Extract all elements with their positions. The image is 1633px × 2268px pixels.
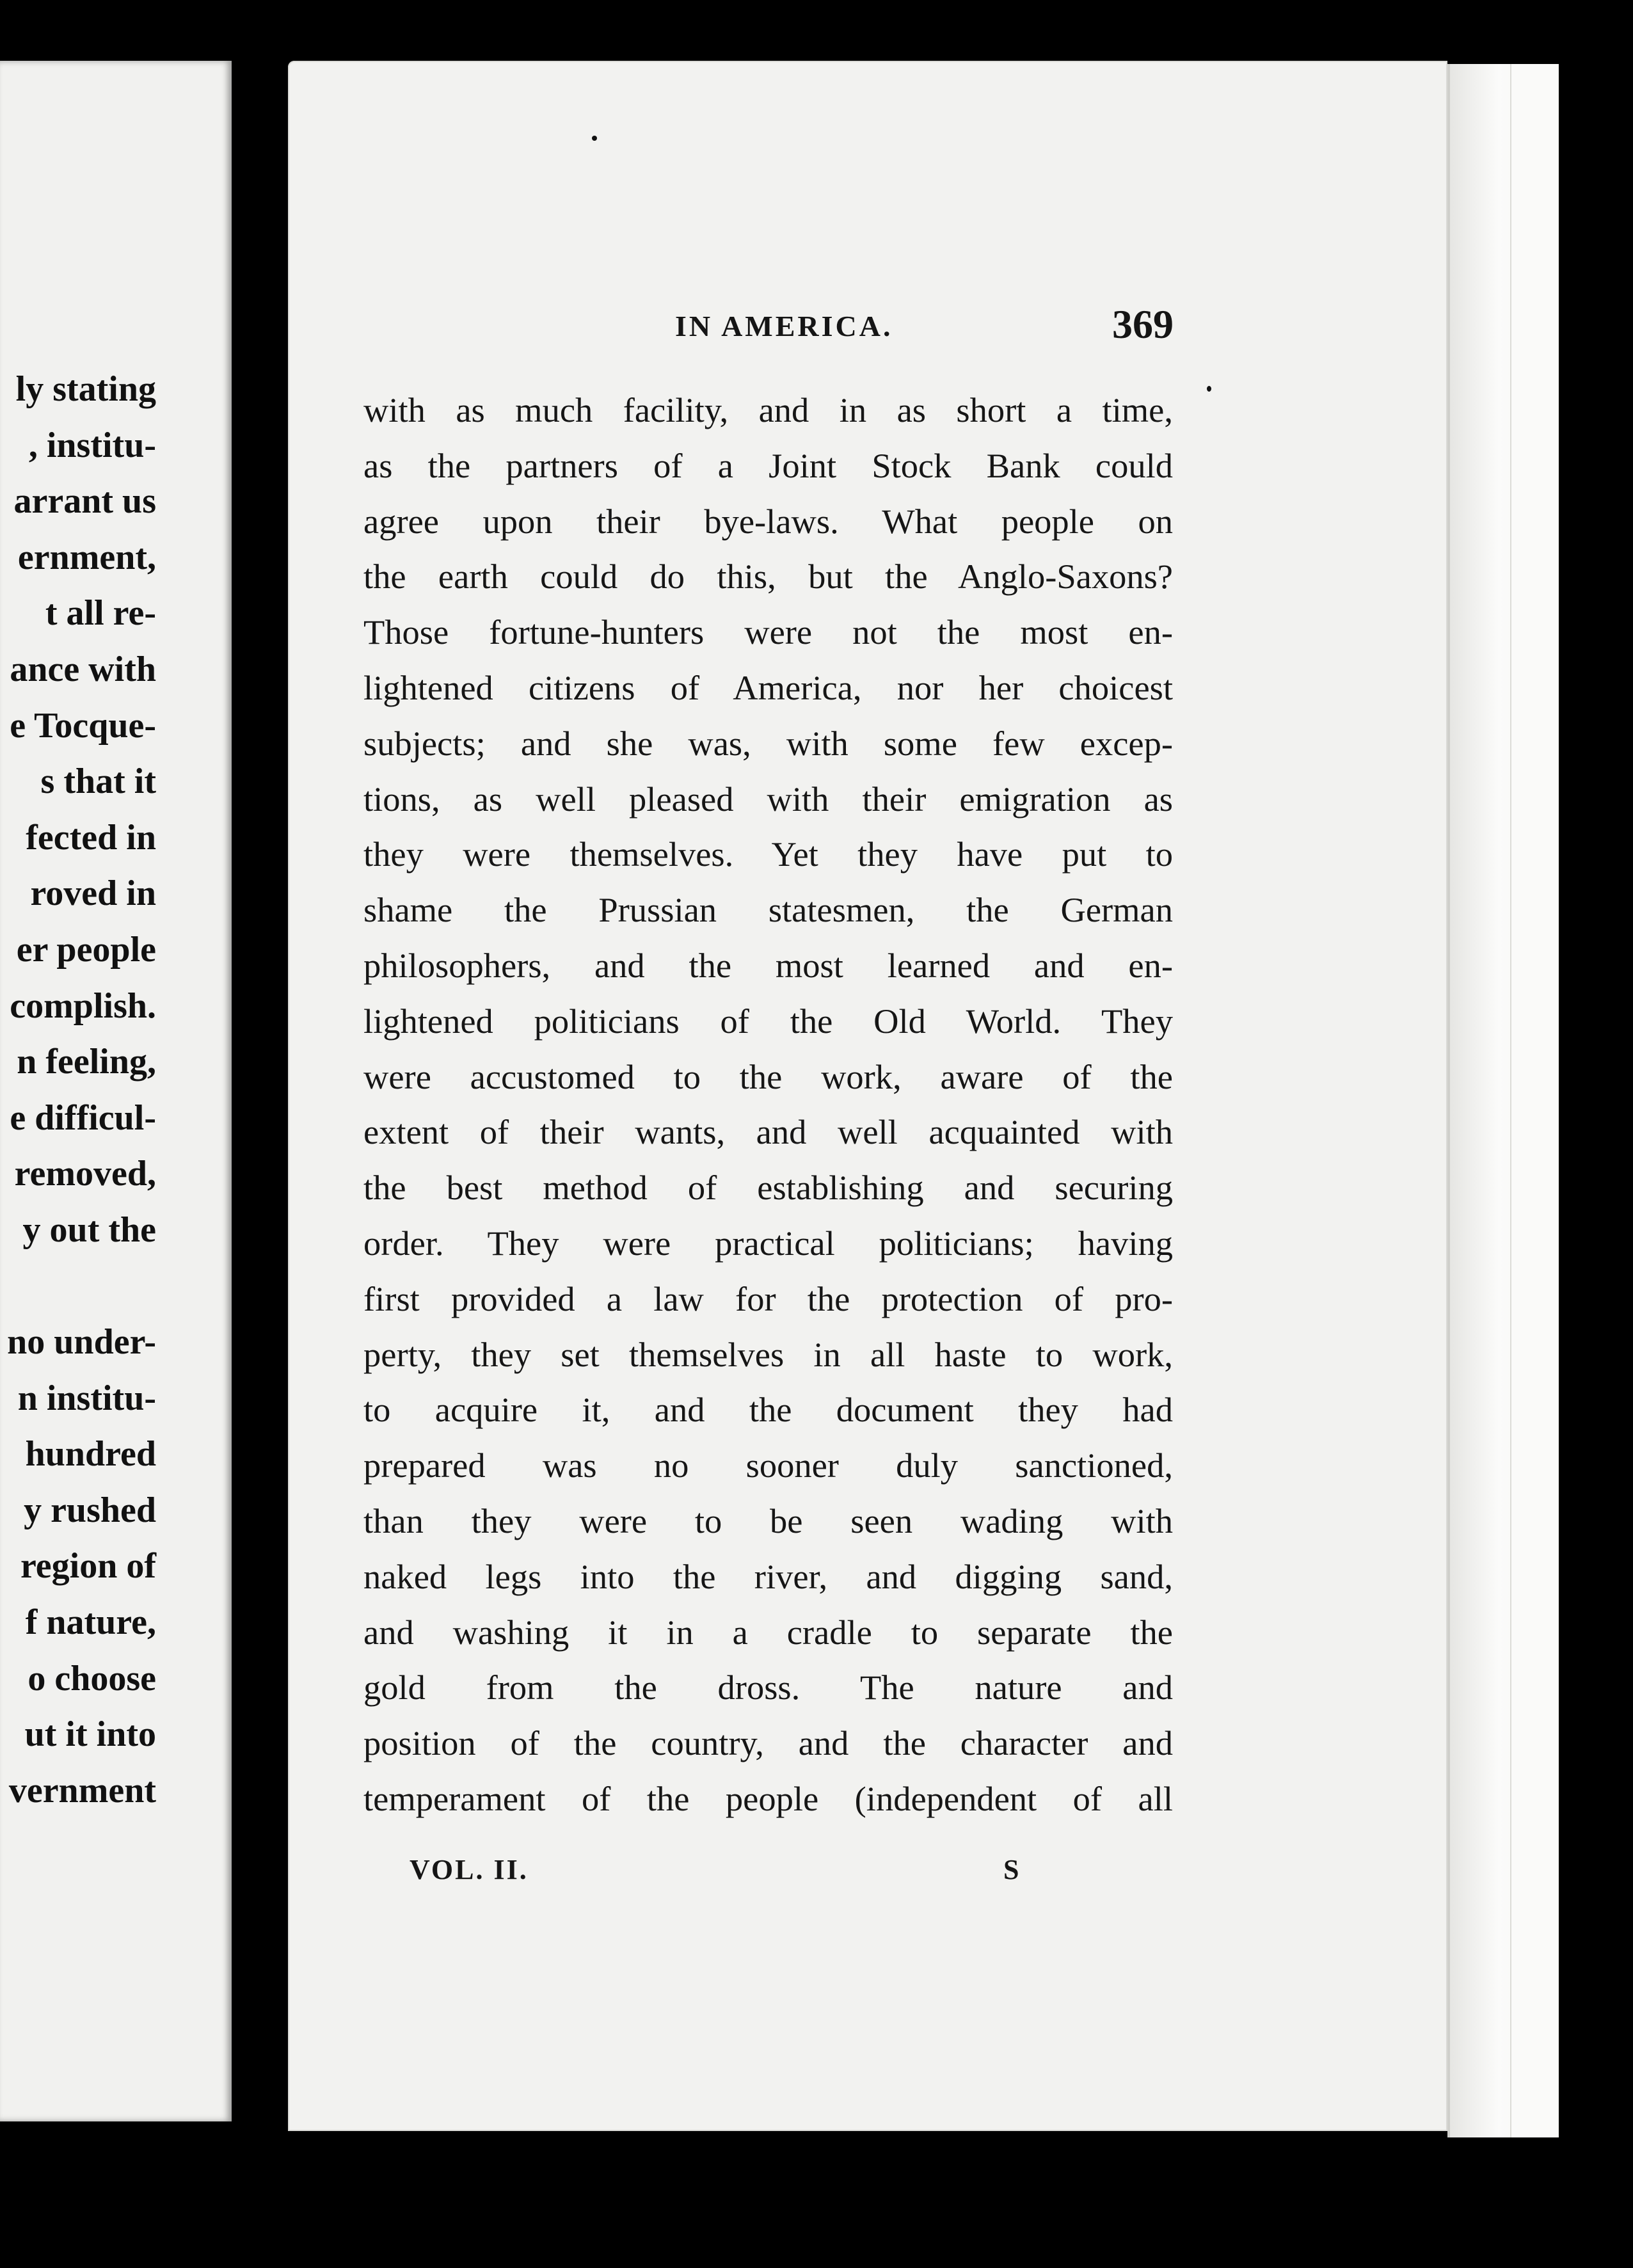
print-speck [1207, 386, 1211, 392]
fragment-line: ut it into [24, 1714, 156, 1755]
text-line: order. They were practical politicians; having [363, 1223, 1173, 1263]
fragment-line: fected in [26, 817, 156, 858]
text-line: to acquire it, and the document they had [363, 1390, 1173, 1430]
text-line: prepared was no sooner duly sanctioned, [363, 1446, 1173, 1485]
text-line: they were themselves. Yet they have put to [363, 835, 1173, 874]
volume-signature: VOL. II. [410, 1854, 529, 1885]
fragment-line: e Tocque- [10, 705, 156, 746]
text-line: lightened citizens of America, nor her choicest [363, 667, 1173, 707]
gathering-signature: S [1003, 1854, 1019, 1885]
fragment-line: e difficul- [10, 1098, 156, 1138]
fragment-line: y out the [22, 1210, 156, 1250]
fragment-line: region of [20, 1546, 156, 1586]
fragment-line: , institu- [28, 425, 156, 465]
text-line: perty, they set themselves in all haste to work, [363, 1334, 1173, 1374]
facing-page-text-fragment [7, 362, 156, 1819]
text-line: lightened politicians of the Old World. They [363, 1001, 1173, 1041]
text-line: philosophers, and the most learned and en- [363, 945, 1173, 985]
fragment-line: ance with [10, 649, 156, 689]
text-line: were accustomed to the work, aware of the [363, 1057, 1173, 1096]
fragment-line: complish. [10, 986, 156, 1026]
text-line: tions, as well pleased with their emigration as [363, 779, 1173, 819]
print-speck [592, 136, 597, 141]
text-line: the best method of establishing and securing [363, 1168, 1173, 1208]
fragment-line: f nature, [25, 1602, 156, 1643]
page-number: 369 [1112, 301, 1174, 347]
page-edge-strip [1510, 64, 1557, 2137]
fragment-line: s that it [40, 762, 156, 802]
text-line: the earth could do this, but the Anglo-Saxons? [363, 557, 1173, 596]
fragment-line: t all re- [45, 593, 156, 634]
fragment-line: o choose [28, 1658, 156, 1698]
fragment-gap [7, 1259, 156, 1315]
text-line: agree upon their bye-laws. What people on [363, 501, 1173, 541]
text-line: subjects; and she was, with some few excep- [363, 723, 1173, 763]
text-line: Those fortune-hunters were not the most en- [363, 612, 1173, 652]
fragment-line: roved in [30, 874, 156, 914]
body-text [363, 383, 1173, 1827]
fragment-line: no under- [7, 1322, 156, 1362]
fragment-line: y rushed [24, 1490, 156, 1530]
fragment-line: vernment [8, 1770, 156, 1810]
text-line: gold from the dross. The nature and [363, 1668, 1173, 1707]
text-line: than they were to be seen wading with [363, 1501, 1173, 1540]
text-line: naked legs into the river, and digging sand, [363, 1556, 1173, 1596]
text-line: temperament of the people (independent of all [363, 1778, 1173, 1818]
text-line: first provided a law for the protection of pro- [363, 1279, 1173, 1318]
text-line: and washing it in a cradle to separate the [363, 1612, 1173, 1652]
fragment-line: removed, [14, 1154, 156, 1194]
text-line: extent of their wants, and well acquainted with [363, 1112, 1173, 1152]
fragment-line: ly stating [15, 369, 156, 409]
text-line: as the partners of a Joint Stock Bank could [363, 445, 1173, 485]
running-head: IN AMERICA. [675, 310, 893, 342]
text-line: with as much facility, and in as short a time, [363, 390, 1173, 429]
text-line: position of the country, and the character and [363, 1723, 1173, 1763]
fragment-line: n feeling, [17, 1042, 156, 1082]
facing-page-left [0, 61, 232, 2121]
fragment-line: er people [16, 929, 156, 970]
fragment-line: hundred [25, 1434, 156, 1474]
fragment-line: ernment, [17, 537, 156, 577]
text-line: shame the Prussian statesmen, the German [363, 890, 1173, 930]
fragment-line: n institu- [17, 1378, 156, 1418]
fragment-line: arrant us [13, 481, 156, 522]
